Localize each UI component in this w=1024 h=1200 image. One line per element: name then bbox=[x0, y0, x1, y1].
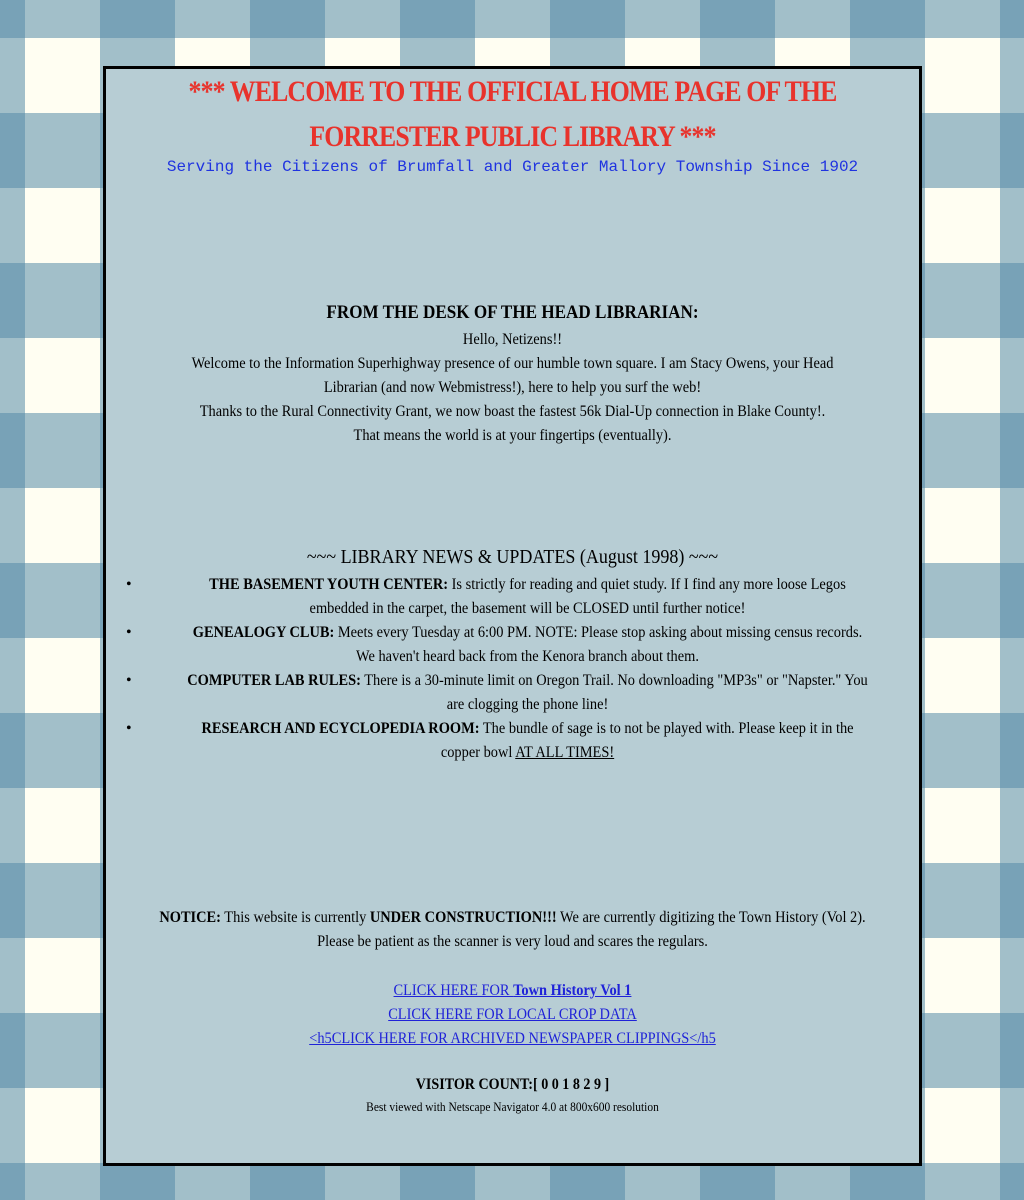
main-panel bbox=[103, 66, 922, 1166]
links-section bbox=[106, 979, 919, 1051]
news-section bbox=[106, 543, 919, 765]
desk-heading: FROM THE DESK OF THE HEAD LIBRARIAN: bbox=[326, 302, 699, 323]
news-item bbox=[106, 669, 919, 717]
newspaper-archive-link[interactable]: <h5CLICK HERE FOR ARCHIVED NEWSPAPER CLIPPINGS</h5 bbox=[309, 1030, 716, 1047]
news-item-emphasis: AT ALL TIMES! bbox=[515, 744, 615, 761]
bullet-icon: • bbox=[126, 720, 132, 737]
news-item-label: THE BASEMENT YOUTH CENTER: bbox=[209, 576, 449, 593]
desk-grant-text: Thanks to the Rural Connectivity Grant, we now boast the fastest 56k Dial-Up connection in Blake County!. bbox=[199, 403, 826, 420]
news-item-text: Meets every Tuesday at 6:00 PM. NOTE: Please stop asking about missing census records. We haven't heard back from the Kenora branch about them. bbox=[334, 624, 863, 665]
news-list bbox=[106, 573, 919, 765]
news-item-text: The bundle of sage is to not be played with. Please keep it in the copper bowl bbox=[440, 720, 854, 761]
news-item-label: RESEARCH AND ECYCLOPEDIA ROOM: bbox=[201, 720, 480, 737]
crop-data-link[interactable]: CLICK HERE FOR LOCAL CROP DATA bbox=[388, 1006, 637, 1023]
visitor-counter: VISITOR COUNT:[ 0 0 1 8 2 9 ] bbox=[415, 1076, 610, 1093]
news-item-text: Is strictly for reading and quiet study. If I find any more loose Legos embedded in the carpet, the basement will be CLOSED until further notice! bbox=[309, 576, 846, 617]
news-heading: ~~~ LIBRARY NEWS & UPDATES (August 1998) ~~~ bbox=[306, 546, 719, 568]
news-item bbox=[106, 621, 919, 669]
page-title: *** WELCOME TO THE OFFICIAL HOME PAGE OF THE FORRESTER PUBLIC LIBRARY *** bbox=[188, 75, 837, 153]
news-item bbox=[106, 573, 919, 621]
news-item-label: COMPUTER LAB RULES: bbox=[187, 672, 361, 689]
news-item-text: There is a 30-minute limit on Oregon Trail. No downloading "MP3s" or "Napster." You are clogging the phone line! bbox=[360, 672, 868, 713]
notice-label: NOTICE: bbox=[159, 909, 221, 926]
librarian-desk-section bbox=[165, 300, 861, 448]
best-viewed-note: Best viewed with Netscape Navigator 4.0 at 800x600 resolution bbox=[366, 1099, 659, 1114]
notice-text-after: We are currently digitizing the Town History (Vol 2). Please be patient as the scanner is very loud and scares the regulars. bbox=[317, 909, 866, 950]
news-item bbox=[106, 717, 919, 765]
desk-greeting: Hello, Netizens!! bbox=[462, 331, 563, 348]
bullet-icon: • bbox=[126, 624, 132, 641]
town-history-link-bold: Town History Vol 1 bbox=[513, 982, 632, 999]
notice-text-before: This website is currently bbox=[220, 909, 370, 926]
town-history-link-prefix: CLICK HERE FOR bbox=[393, 982, 514, 999]
page-subtitle: Serving the Citizens of Brumfall and Greater Mallory Township Since 1902 bbox=[166, 158, 859, 176]
news-item-label: GENEALOGY CLUB: bbox=[192, 624, 335, 641]
desk-fingertips-text: That means the world is at your fingertips (eventually). bbox=[353, 427, 672, 444]
bullet-icon: • bbox=[126, 672, 132, 689]
bullet-icon: • bbox=[126, 576, 132, 593]
notice-emphasis: UNDER CONSTRUCTION!!! bbox=[369, 909, 557, 926]
town-history-link[interactable] bbox=[147, 979, 879, 1003]
construction-notice bbox=[156, 906, 870, 954]
desk-welcome-text: Welcome to the Information Superhighway presence of our humble town square. I am Stacy Owens, your Head Librarian (and now Webmistress!), here to help you surf the web! bbox=[191, 355, 834, 396]
